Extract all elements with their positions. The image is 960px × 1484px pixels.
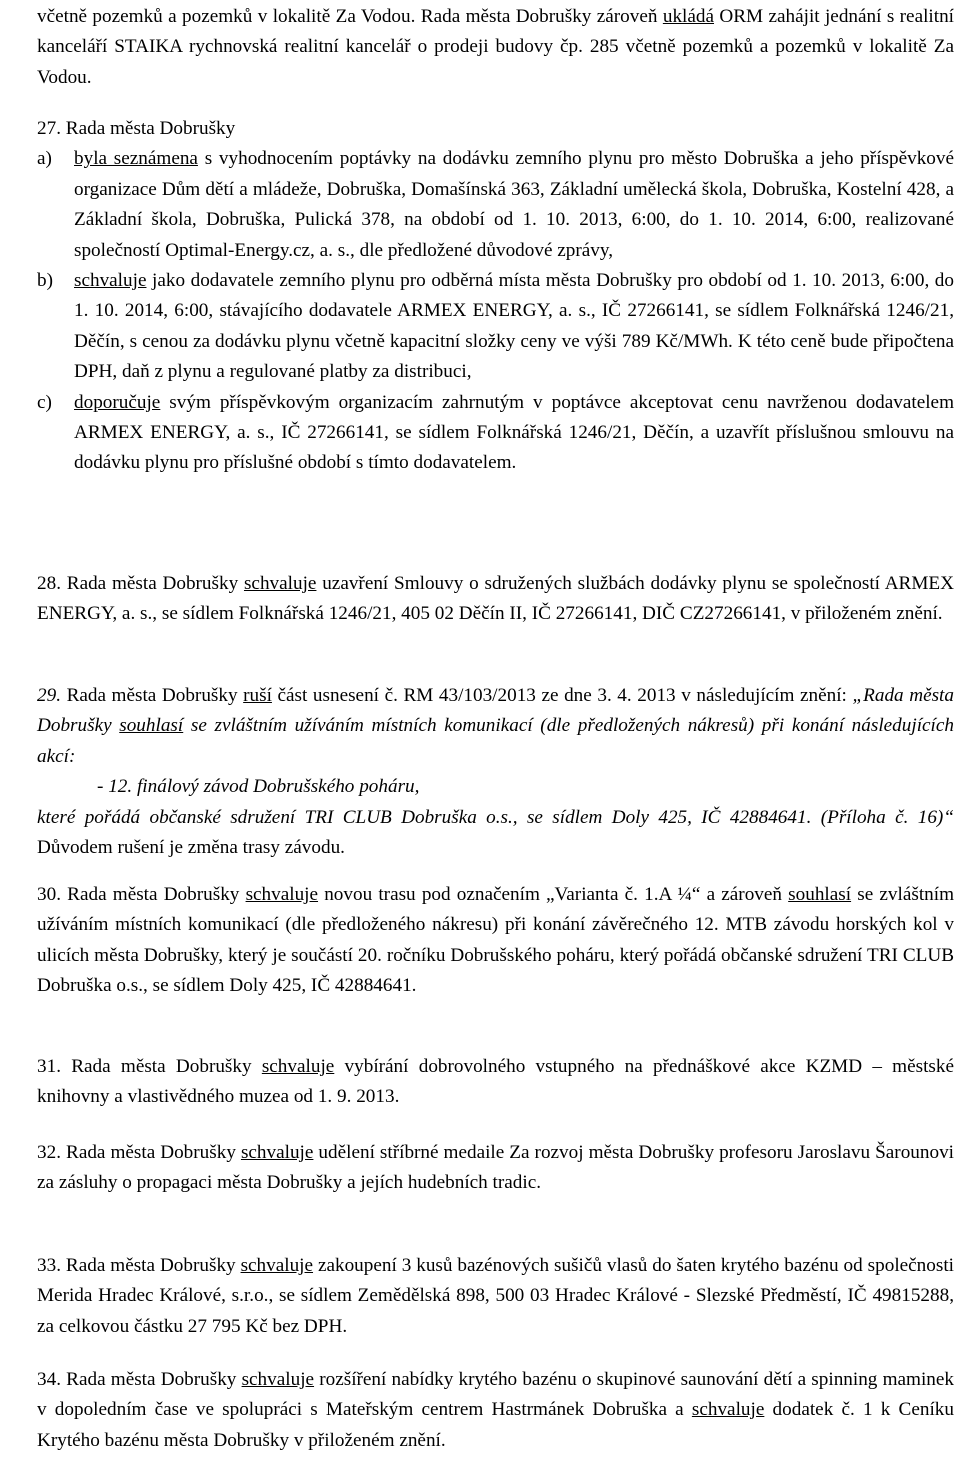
item-text: rozšíření nabídky krytého bazénu o skupinové saunování dětí a spinning maminek v dopoledním čase ve spolupráci s Mateřským centrem Hastrmánek Dobruška a [37, 1369, 954, 1421]
verb: schvaluje [74, 270, 147, 292]
quote-mark: “ [943, 806, 954, 828]
item-number: 31. [37, 1056, 61, 1077]
sub-text: svým příspěvkovým organizacím zahrnutým v poptávce akceptovat cenu navrženou dodavatelem ARMEX ENERGY, a. s., IČ 27266141, se sídlem Folknářská 1246/21, Děčín, a uzavřít příslušnou smlouvu na dodávku plynu pro příslušné období s tímto dodavatelem. [74, 391, 954, 474]
item-text: udělení stříbrné medaile Za rozvoj města Dobrušky profesoru Jaroslavu Šarounovi za zásluhy o propagaci města Dobrušky a jejích hudebních tradic. [37, 1142, 954, 1194]
intro-verb: ukládá [662, 6, 715, 27]
quoted-text: se zvláštním užíváním místních komunikací (dle předložených nákresů) při konání následujících akcí: [37, 715, 954, 767]
resolution-29 [37, 681, 954, 863]
verb: doporučuje [74, 391, 161, 413]
resolution-30 [37, 880, 954, 1002]
resolution-34 [37, 1365, 954, 1456]
item-text: Rada města Dobrušky [67, 884, 246, 905]
quoted-text: Rada města Dobrušky [37, 685, 954, 737]
item-number: 28. [37, 573, 61, 594]
item-text: novou trasu pod označením „Varianta č. 1.A ¼“ a zároveň [318, 884, 789, 905]
sub-text: jako dodavatele zemního plynu pro odběrná místa města Dobrušky pro období od 1. 10. 2013, 6:00, do 1. 10. 2014, 6:00, stávajícího dodavatele ARMEX ENERGY, a. s., IČ 27266141, se sídlem Folknářská 1246/21, Děčín, s cenou za dodávku plynu včetně kapacitní složky ceny ve výši 789 Kč/MWh. K této ceně bude připočtena DPH, daň z plynu a regulované platby za distribuci, [74, 270, 954, 383]
resolution-33 [37, 1251, 954, 1342]
quote-mark: „ [852, 685, 864, 706]
item-number: 34. [37, 1369, 61, 1390]
verb: schvaluje [241, 1369, 315, 1390]
item-text: Rada města Dobrušky [66, 573, 244, 594]
item-text: Rada města Dobrušky [65, 1255, 241, 1276]
item-27-b [37, 266, 954, 388]
item-text: uzavření Smlouvy o sdružených službách dodávky plynu se společností ARMEX ENERGY, a. s., se sídlem Folknářská 1246/21, 405 02 Děčín II, IČ 27266141, DIČ CZ27266141, v přiloženém znění. [37, 573, 954, 625]
verb: souhlasí [788, 884, 852, 905]
item-text: Rada města Dobrušky [66, 685, 244, 706]
intro-text: včetně pozemků a pozemků v lokalitě Za Vodou. Rada města Dobrušky zároveň [37, 6, 663, 27]
item-text: Rada města Dobrušky [66, 1369, 242, 1390]
sub-label-c: c) [37, 391, 52, 413]
item-text: vybírání dobrovolného vstupného na přednáškové akce KZMD – městské knihovny a vlastivědného muzea od 1. 9. 2013. [37, 1056, 954, 1108]
item-text: Rada města Dobrušky [71, 1056, 262, 1077]
sub-text: s vyhodnocením poptávky na dodávku zemního plynu pro město Dobruška a jeho příspěvkové organizace Dům dětí a mládeže, Dobruška, Domašínská 363, Základní umělecká škola, Dobruška, Kostelní 428, a Základní škola, Dobruška, Pulická 378, na období od 1. 10. 2013, 6:00, do 1. 10. 2014, 6:00, realizované společností Optimal-Energy.cz, a. s., dle předložené důvodové zprávy, [74, 148, 954, 261]
resolution-32 [37, 1138, 954, 1199]
item-text: Rada města Dobrušky [66, 1142, 241, 1163]
verb: schvaluje [240, 1255, 314, 1276]
item-27-a [37, 144, 954, 266]
verb: byla seznámena [74, 148, 198, 170]
verb: schvaluje [240, 1142, 314, 1163]
resolution-28 [37, 569, 954, 630]
item-29-text [37, 681, 954, 772]
sub-label-b: b) [37, 270, 53, 292]
item-29-list [37, 772, 954, 802]
item-number: 27. [37, 118, 61, 139]
item-text: se zvláštním užíváním místních komunikací (dle předloženého nákresu) při konání závěrečného 12. MTB závodu horských kol v ulicích města Dobrušky, který je součástí 20. ročníku Dobrušského poháru, který pořádá občanské sdružení TRI CLUB Dobruška o.s., se sídlem Doly 425, IČ 42884641. [37, 884, 955, 997]
verb: ruší [243, 685, 272, 706]
list-item: 12. finálový závod Dobrušského poháru, [108, 776, 420, 798]
item-text: dodatek č. 1 k Ceníku Krytého bazénu města Dobrušky v přiloženém znění. [37, 1399, 954, 1451]
item-29-tail [37, 803, 954, 864]
sub-label-a: a) [37, 148, 52, 170]
verb: schvaluje [691, 1399, 765, 1421]
verb: schvaluje [243, 573, 317, 594]
verb: schvaluje [261, 1056, 335, 1077]
intro-text-2: ORM zahájit jednání s realitní kanceláří STAIKA rychnovská realitní kancelář o prodeji budovy čp. 285 včetně pozemků a pozemků v lokalitě Za Vodou. [37, 6, 954, 88]
item-number: 33. [37, 1255, 61, 1276]
quoted-text: které pořádá občanské sdružení TRI CLUB Dobruška o.s., se sídlem Doly 425, IČ 42884641. (Příloha č. 16) [37, 806, 944, 828]
list-dash: - [97, 776, 109, 798]
item-27-c [37, 388, 954, 479]
item-27-heading [37, 114, 954, 144]
item-title: Rada města Dobrušky [65, 118, 236, 139]
item-number: 29. [37, 685, 61, 706]
resolution-31 [37, 1052, 954, 1113]
quoted-verb: souhlasí [119, 715, 184, 737]
verb: schvaluje [245, 884, 319, 905]
item-text: zakoupení 3 kusů bazénových sušičů vlasů do šaten krytého bazénu od společnosti Merida Hradec Králové, s.r.o., se sídlem Zemědělská 898, 500 03 Hradec Králové - Slezské Předměstí, IČ 49815288, za celkovou částku 27 795 Kč bez DPH. [37, 1255, 954, 1337]
item-text: část usnesení č. RM 43/103/2013 ze dne 3. 4. 2013 v následujícím znění: [271, 685, 853, 706]
item-number: 32. [37, 1142, 61, 1163]
item-text: Důvodem rušení je změna trasy závodu. [37, 837, 345, 859]
intro-paragraph [37, 2, 954, 93]
resolution-27 [37, 114, 954, 479]
item-number: 30. [37, 884, 61, 905]
